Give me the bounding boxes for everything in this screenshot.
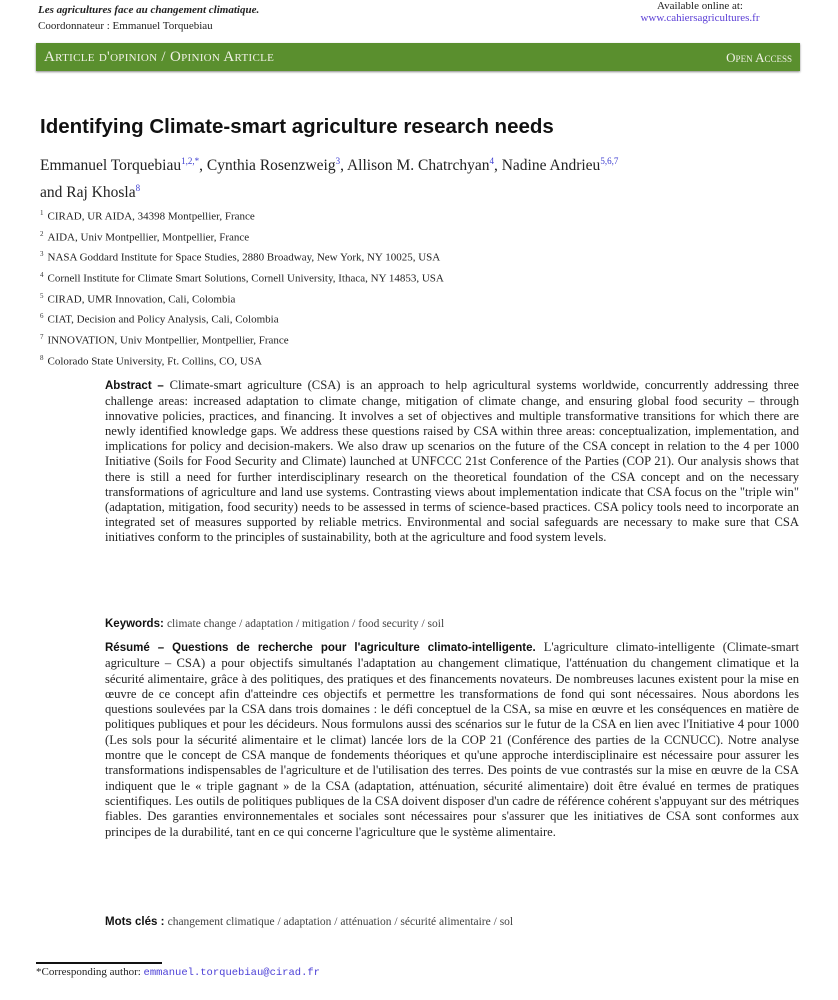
- author-affil-ref[interactable]: 3: [335, 156, 341, 166]
- corresponding-email-link[interactable]: emmanuel.torquebiau@cirad.fr: [143, 967, 320, 979]
- affiliation: $^2$ AIDA, Univ Montpellier, Montpellier, France: [40, 229, 250, 244]
- keywords-text: climate change / adaptation / mitigation / food security / soil: [166, 618, 445, 630]
- article-type-band: [36, 43, 800, 71]
- paper-title: Identifying Climate-smart agriculture research needs: [40, 115, 554, 138]
- affiliation: $^6$ CIAT, Decision and Policy Analysis, Cali, Colombia: [40, 312, 279, 326]
- keywords-label: Keywords:: [105, 618, 164, 630]
- available-label: Available online at:: [657, 0, 743, 12]
- affiliation: $^1$ CIRAD, UR AIDA, 34398 Montpellier, France: [40, 209, 255, 223]
- affiliation: $^4$ Cornell Institute for Climate Smart Solutions, Cornell University, Ithaca, NY 14853, USA: [40, 270, 444, 285]
- author: Cynthia Rosenzweig$^3$: [206, 156, 341, 175]
- footnote-label: *Corresponding author:: [36, 966, 141, 978]
- footnote: [36, 966, 320, 979]
- affiliation: $^8$ Colorado State University, Ft. Collins, CO, USA: [40, 353, 262, 368]
- footnote-divider: [36, 962, 162, 964]
- mots-cles: [105, 914, 799, 930]
- article-type: Article d'opinion / Opinion Article: [44, 49, 275, 65]
- affiliation: $^7$ INNOVATION, Univ Montpellier, Montpellier, France: [40, 332, 289, 347]
- author: Nadine Andrieu$^{5,6,7}$: [501, 156, 619, 175]
- abstract-label: Abstract –: [105, 380, 164, 392]
- keywords: [105, 616, 799, 632]
- open-access-label: Open Access: [726, 50, 792, 65]
- mots-cles-label: Mots clés :: [105, 916, 165, 928]
- author: Raj Khosla$^8$: [66, 183, 141, 202]
- journal-series-title: Les agricultures face au changement climatique.: [38, 4, 260, 16]
- resume: [105, 640, 799, 840]
- author: Allison M. Chatrchyan$^4$: [346, 156, 494, 175]
- author-affil-ref[interactable]: 1,2,*: [181, 156, 200, 166]
- affiliation: $^5$ CIRAD, UMR Innovation, Cali, Colombia: [40, 291, 236, 306]
- author-affil-ref[interactable]: 5,6,7: [600, 156, 619, 166]
- affiliation: $^3$ NASA Goddard Institute for Space Studies, 2880 Broadway, New York, NY 10025, USA: [40, 250, 441, 264]
- availability: [620, 0, 780, 24]
- mots-cles-text: changement climatique / adaptation / atténuation / sécurité alimentaire / sol: [167, 916, 514, 928]
- affiliation-list: [40, 205, 444, 370]
- resume-text: L'agriculture climato-intelligente (Climate-smart agriculture – CSA) a pour objectifs simultanés l'adaptation au changement climatique, l'atténuation du changement climatique et la sécurité alimentaire, grâce à des politiques, des pratiques et des financements novateurs. De nombreuses lacunes existent pour la mise en œuvre de ce concept afin d'atteindre ces objectifs et permettre les transformations de fond qui sont nécessaires. Nous abordons les questions soulevées par la CSA dans trois domaines : le défi conceptuel de la CSA, sa mise en œuvre et les conséquences en matière de politiques publiques et pour les décideurs. Nous formulons aussi des scénarios sur le futur de la CSA en lien avec l'Initiative 4 pour 1000 (Les sols pour la sécurité alimentaire et le climat) lancée lors de la COP 21 (Conférence des parties de la CCNUCC). Notre analyse montre que le concept de CSA manque de fondements théoriques et qu'une approche interdisciplinaire est nécessaire pour assurer les transformations indispensables de l'agriculture et de l'utilisation des terres. Des points de vue contrastés sur la mise en œuvre de la CSA indiquent que le « triple gagnant » de la CSA (adaptation, atténuation, sécurité alimentaire) doit être évalué en termes de pratiques scientifiques. Les outils de politiques publiques de la CSA doivent disposer d'un cadre de référence cohérent s'appuyant sur des métriques fiables. Des garanties environnementales et sociales sont nécessaires pour s'assurer que les initiatives de CSA sont conformes aux principes de la durabilité, tant en ce qui concerne l'agriculture que le système alimentaire.: [105, 640, 799, 839]
- website-link[interactable]: www.cahiersagricultures.fr: [640, 12, 760, 24]
- author: Emmanuel Torquebiau$^{1,2,*}$: [40, 156, 200, 175]
- author-affil-ref[interactable]: 4: [489, 156, 494, 166]
- abstract-text: Climate-smart agriculture (CSA) is an approach to help agricultural systems worldwide, concurrently addressing three challenge areas: increased adaptation to climate change, mitigation of climate change, and ensuring global food security – through innovative policies, practices, and financing. It involves a set of objectives and multiple transformative transitions for which there are newly identified knowledge gaps. We address these questions raised by CSA within three areas: conceptualization, implementation, and implications for policy and decision-makers. We also draw up scenarios on the future of the CSA concept in relation to the 4 per 1000 Initiative (Soils for Food Security and Climate) launched at UNFCCC 21st Conference of the Parties (COP 21). Our analysis shows that there is still a need for further interdisciplinary research on the theoretical foundation of the CSA concept and on the necessary transformations of agriculture and land use systems. Contrasting views about implementation indicate that CSA focus on the "triple win" (adaptation, mitigation, food security) needs to be assessed in terms of science-based practices. CSA policy tools need to incorporate an integrated set of measures supported by reliable metrics. Environmental and social safeguards are necessary to make sure that CSA initiatives conform to the principles of sustainability, both at the agriculture and food system levels.: [105, 378, 799, 544]
- author-affil-ref[interactable]: 8: [135, 183, 141, 194]
- resume-label: Résumé – Questions de recherche pour l'agriculture climato-intelligente.: [105, 642, 536, 654]
- author-list: Emmanuel Torquebiau$^{1,2,*}$, Cynthia Rosenzweig$^3$, Allison M. Chatrchyan$^4$, Nadine Andrieu$^{5,6,7}$ and Raj Khosla$^8$: [40, 156, 619, 202]
- coordinator: Coordonnateur : Emmanuel Torquebiau: [38, 20, 213, 32]
- open-access-badge: [726, 50, 792, 66]
- abstract: [105, 378, 799, 545]
